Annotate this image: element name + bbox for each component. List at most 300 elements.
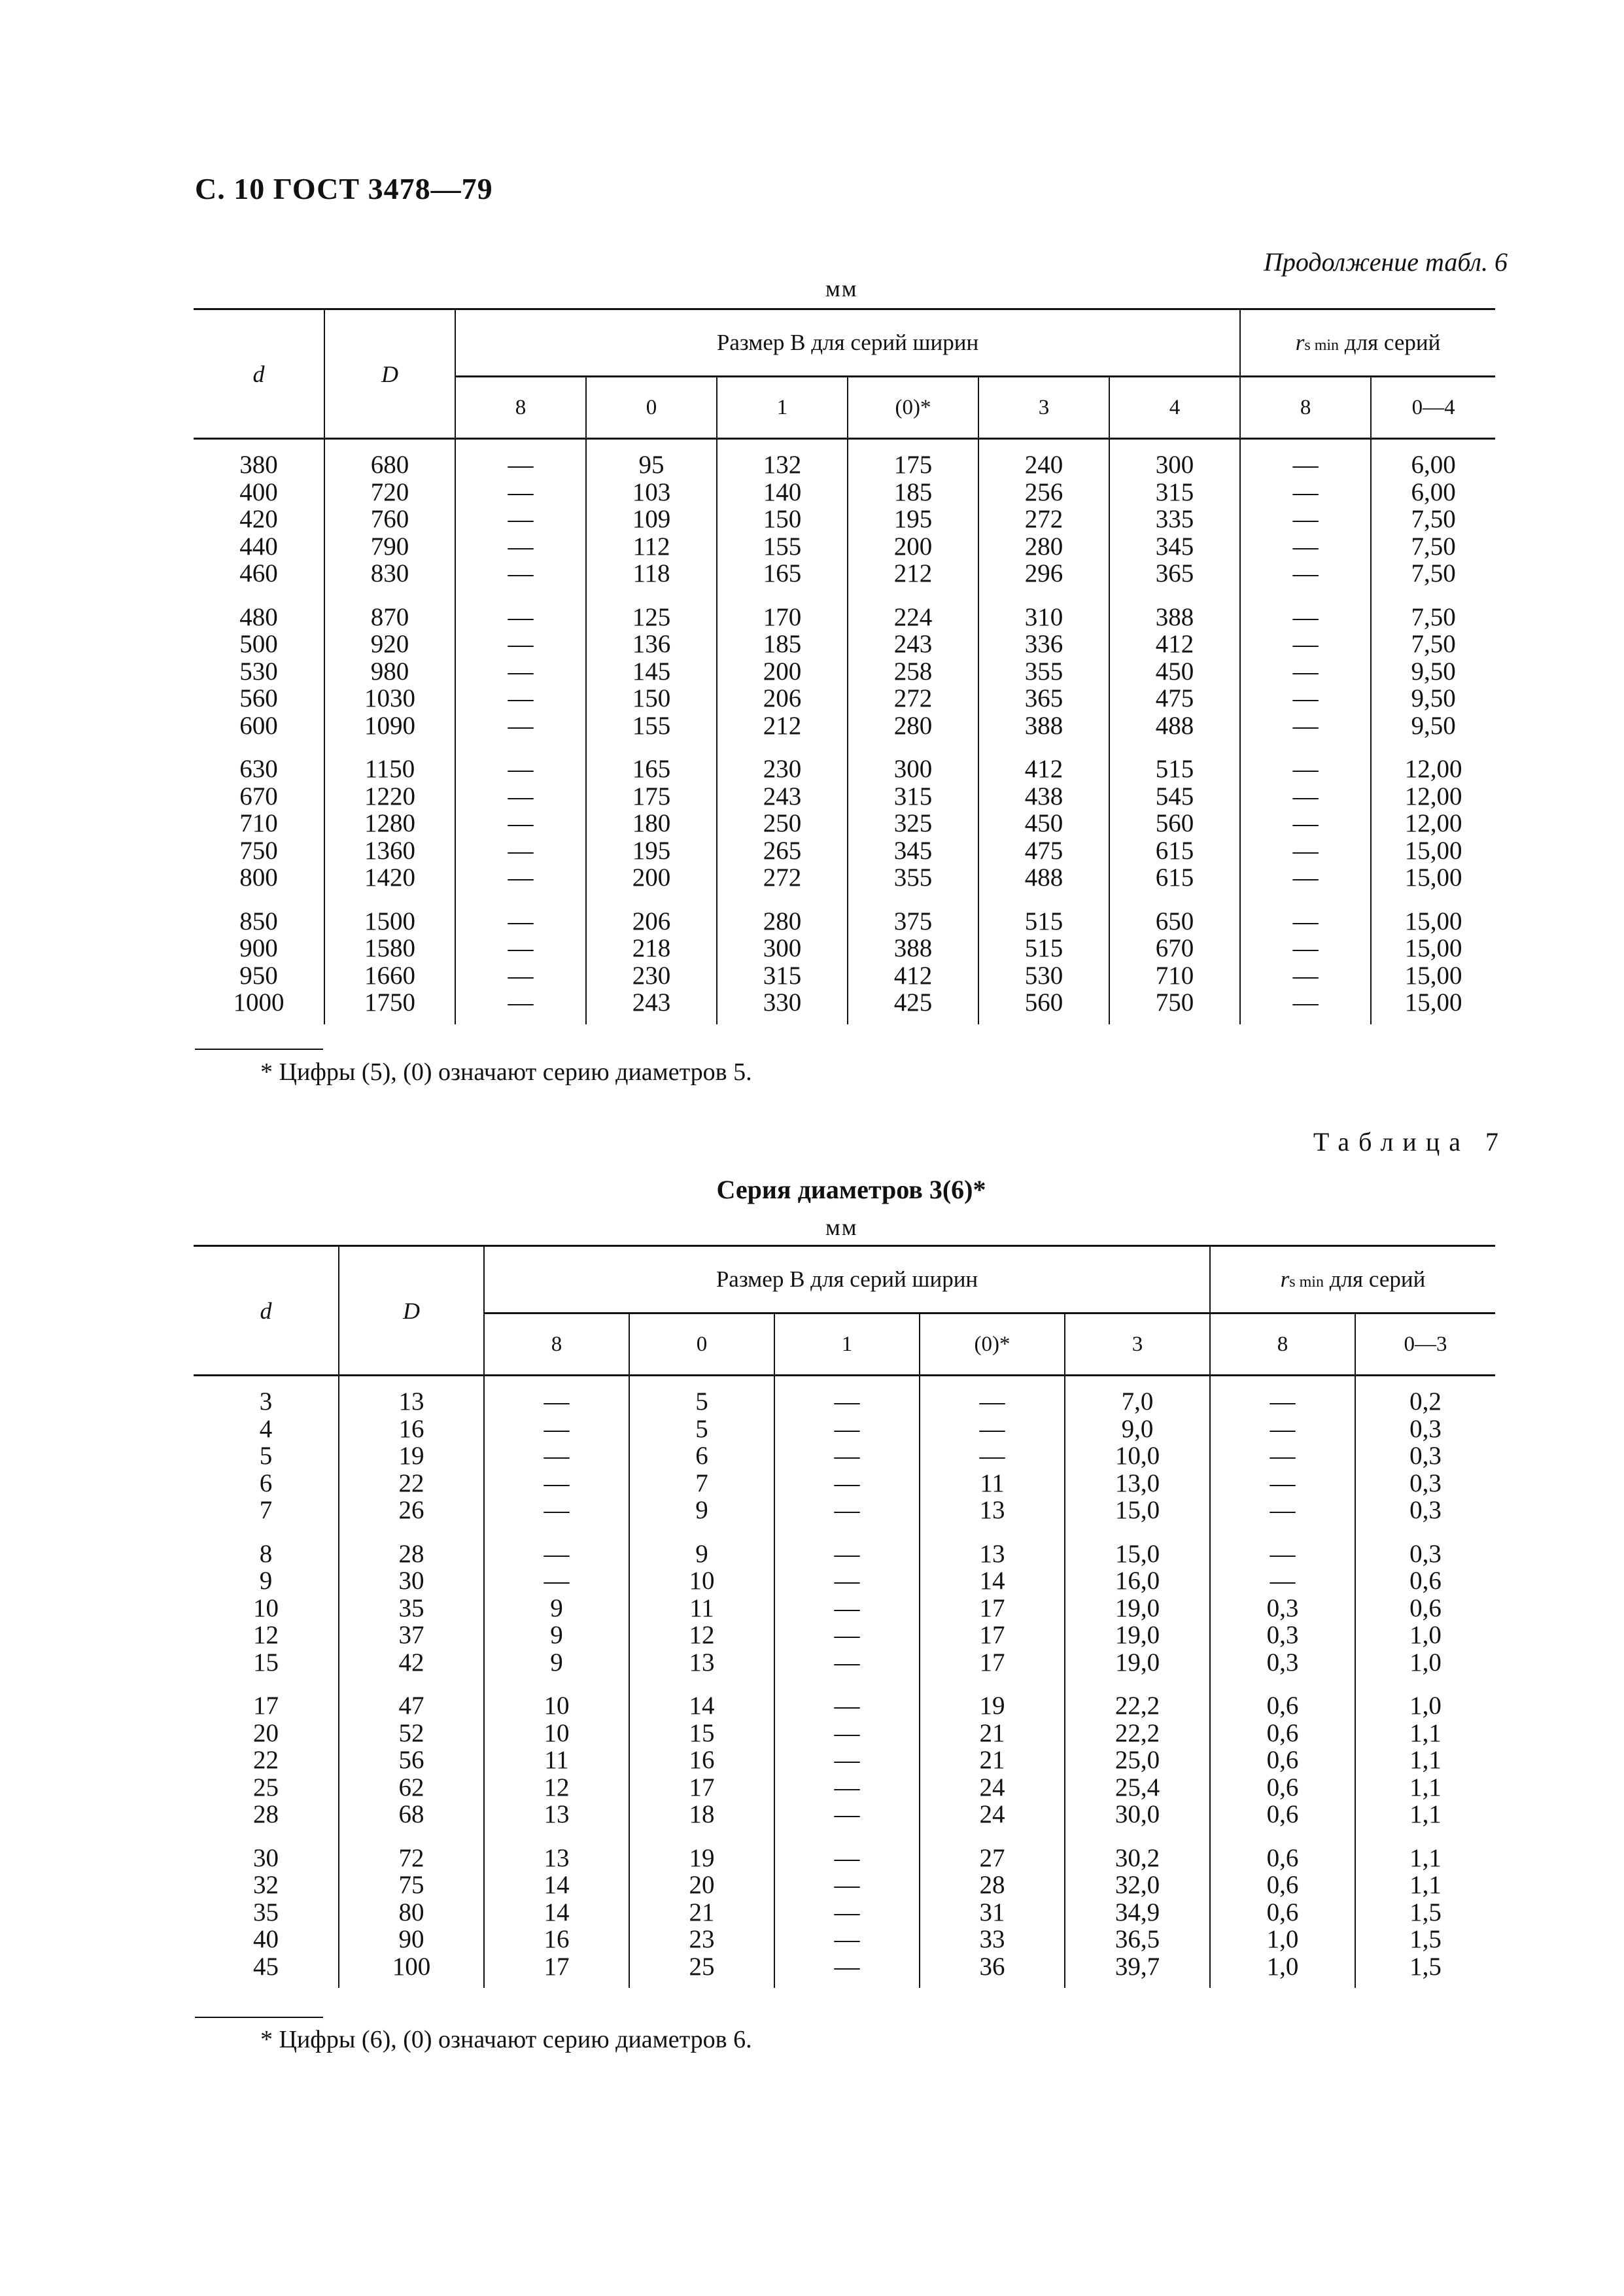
header-d: d (194, 309, 324, 439)
table-cell: — (1240, 892, 1371, 935)
table-cell: 8 (259, 1539, 273, 1568)
table-cell: 12,00 (1371, 783, 1495, 810)
table-row (194, 533, 1495, 561)
table-cell: — (1240, 810, 1371, 837)
table-cell: 515 (978, 892, 1109, 935)
table-cell: — (455, 989, 586, 1024)
table-cell: 0,6 (1210, 1774, 1355, 1801)
table-row (194, 1747, 1495, 1774)
table-cell: 1090 (324, 712, 455, 740)
table-cell: 13,0 (1065, 1470, 1210, 1497)
table-cell: 345 (1109, 533, 1240, 561)
table-cell: — (774, 1376, 920, 1416)
table-cell: 19 (920, 1676, 1065, 1720)
table-cell: 296 (978, 560, 1109, 587)
table-cell: 0,3 (1210, 1622, 1355, 1649)
table-cell: — (1240, 533, 1371, 561)
table-cell: — (455, 783, 586, 810)
table-cell: 9 (259, 1567, 273, 1595)
table-cell: 10 (484, 1676, 629, 1720)
table-cell: — (774, 1828, 920, 1872)
table-cell: 145 (586, 658, 717, 686)
table-cell: 12 (484, 1774, 629, 1801)
table-cell: 6 (259, 1469, 273, 1497)
table-cell: 365 (978, 685, 1109, 712)
page-header: С. 10 ГОСТ 3478—79 (195, 172, 493, 205)
table-cell: — (455, 962, 586, 990)
table-cell: 0,6 (1210, 1676, 1355, 1720)
table-cell: 9 (484, 1649, 629, 1677)
table-cell: 7,50 (1371, 587, 1495, 631)
table-cell: 750 (239, 836, 278, 865)
table-cell: 32,0 (1065, 1871, 1210, 1899)
column-header: 8 (1240, 377, 1371, 439)
table-cell: 9,50 (1371, 658, 1495, 686)
r-symbol: r (1295, 330, 1305, 355)
table-cell: 5 (629, 1416, 774, 1443)
table6-unit: мм (825, 275, 858, 302)
table-cell: 1,5 (1355, 1899, 1495, 1926)
table-cell: 3 (259, 1387, 273, 1416)
table-cell: — (484, 1567, 629, 1595)
table-cell: 24 (920, 1774, 1065, 1801)
table-cell: 33 (920, 1926, 1065, 1953)
table-row (194, 837, 1495, 865)
table-cell: 280 (978, 533, 1109, 561)
table-cell: 11 (920, 1470, 1065, 1497)
table-cell: 7,50 (1371, 506, 1495, 533)
table-cell: — (1210, 1416, 1355, 1443)
table-cell: 272 (717, 864, 848, 892)
table-cell: 112 (586, 533, 717, 561)
table-cell: — (1240, 479, 1371, 506)
table-cell: 412 (1109, 631, 1240, 658)
table-cell: 1420 (324, 864, 455, 892)
table-cell: 10 (484, 1720, 629, 1747)
column-header: 0 (586, 377, 717, 439)
table-cell: 400 (239, 478, 278, 506)
table-cell: 17 (920, 1595, 1065, 1622)
table-row (194, 1416, 1495, 1443)
table-cell: 100 (339, 1953, 484, 1989)
table-cell: — (455, 560, 586, 587)
table-cell: 19,0 (1065, 1622, 1210, 1649)
table-cell: — (774, 1497, 920, 1524)
table-cell: 280 (848, 712, 978, 740)
table-cell: — (1240, 560, 1371, 587)
table-cell: 15 (629, 1720, 774, 1747)
table-row (194, 1497, 1495, 1524)
table-cell: 15,00 (1371, 892, 1495, 935)
footnote-rule (195, 2017, 323, 2018)
table-cell: 488 (978, 864, 1109, 892)
table-cell: 13 (484, 1828, 629, 1872)
table-cell: 480 (239, 602, 278, 631)
table-cell: 18 (629, 1801, 774, 1828)
table-cell: — (1240, 658, 1371, 686)
table-row (194, 658, 1495, 686)
table-cell: 7,50 (1371, 533, 1495, 561)
table-cell: — (1240, 739, 1371, 783)
table-cell: 185 (848, 479, 978, 506)
table-cell: 1000 (233, 988, 285, 1017)
table-cell: 412 (848, 962, 978, 990)
table-cell: — (774, 1442, 920, 1470)
table-cell: 118 (586, 560, 717, 587)
table-cell: 9,50 (1371, 712, 1495, 740)
table-cell: 13 (629, 1649, 774, 1677)
table-cell: 9 (629, 1497, 774, 1524)
table-cell: 670 (1109, 935, 1240, 962)
table-cell: 388 (848, 935, 978, 962)
table-cell: 175 (586, 783, 717, 810)
header-width-series: Размер B для серий ширин (455, 309, 1240, 377)
table-cell: 515 (1109, 739, 1240, 783)
table-cell: 230 (586, 962, 717, 990)
table-cell: 1580 (324, 935, 455, 962)
table-cell: 14 (484, 1899, 629, 1926)
table-cell: 790 (324, 533, 455, 561)
table-cell: 256 (978, 479, 1109, 506)
table-cell: — (455, 439, 586, 479)
table-cell: 15 (253, 1648, 279, 1677)
table-cell: 15,00 (1371, 864, 1495, 892)
table-cell: 310 (978, 587, 1109, 631)
table-cell: 1660 (324, 962, 455, 990)
table-cell: 710 (239, 809, 278, 837)
table-cell: — (774, 1953, 920, 1989)
table-row (194, 1622, 1495, 1649)
column-header: 0—3 (1355, 1313, 1495, 1376)
table-cell: — (455, 810, 586, 837)
table-row (194, 989, 1495, 1024)
table-cell: — (1210, 1567, 1355, 1595)
table-cell: 1030 (324, 685, 455, 712)
table-cell: 13 (339, 1376, 484, 1416)
table-cell: 212 (848, 560, 978, 587)
table-cell: — (920, 1376, 1065, 1416)
table-cell: 10,0 (1065, 1442, 1210, 1470)
table-cell: 7 (259, 1496, 273, 1524)
table-cell: 195 (586, 837, 717, 865)
table-cell: — (1210, 1497, 1355, 1524)
table-cell: 475 (978, 837, 1109, 865)
table-row (194, 1899, 1495, 1926)
table-cell: 0,3 (1355, 1524, 1495, 1568)
table-cell: 17 (920, 1622, 1065, 1649)
table-cell: — (455, 864, 586, 892)
table-cell: 9 (484, 1595, 629, 1622)
table-cell: — (774, 1871, 920, 1899)
table-cell: 30,2 (1065, 1828, 1210, 1872)
table-cell: 1,0 (1210, 1926, 1355, 1953)
table-cell: 950 (239, 961, 278, 990)
table-row (194, 962, 1495, 990)
table-cell: 0,6 (1355, 1567, 1495, 1595)
table-cell: 475 (1109, 685, 1240, 712)
table-cell: — (484, 1470, 629, 1497)
table-cell: 545 (1109, 783, 1240, 810)
table-cell: 1150 (324, 739, 455, 783)
table-cell: 7 (629, 1470, 774, 1497)
table-cell: 450 (978, 810, 1109, 837)
table-cell: — (455, 479, 586, 506)
column-header: (0)* (848, 377, 978, 439)
table-cell: 530 (239, 657, 278, 686)
table-cell: 25 (629, 1953, 774, 1989)
table-cell: 1,1 (1355, 1747, 1495, 1774)
table-cell: — (774, 1622, 920, 1649)
table-cell: 195 (848, 506, 978, 533)
table-cell: 600 (239, 711, 278, 740)
table-cell: 22 (253, 1746, 279, 1774)
table-cell: 62 (339, 1774, 484, 1801)
table-cell: 13 (484, 1801, 629, 1828)
table-cell: 218 (586, 935, 717, 962)
table-cell: 14 (920, 1567, 1065, 1595)
table-cell: 243 (717, 783, 848, 810)
table-cell: 300 (1109, 439, 1240, 479)
table-cell: — (1240, 989, 1371, 1024)
table-cell: 22,2 (1065, 1676, 1210, 1720)
table-cell: 0,6 (1210, 1899, 1355, 1926)
table-cell: 56 (339, 1747, 484, 1774)
table-cell: — (484, 1442, 629, 1470)
table-cell: 80 (339, 1899, 484, 1926)
r-suffix: для серий (1339, 330, 1441, 355)
table-row (194, 1524, 1495, 1568)
table-cell: — (1240, 837, 1371, 865)
table-cell: 5 (259, 1442, 273, 1470)
table-cell: 14 (629, 1676, 774, 1720)
table-cell: — (1240, 685, 1371, 712)
table-cell: 15,00 (1371, 837, 1495, 865)
table-cell: 1,1 (1355, 1828, 1495, 1872)
table-cell: 425 (848, 989, 978, 1024)
table-cell: 17 (920, 1649, 1065, 1677)
table-cell: 1,0 (1355, 1649, 1495, 1677)
table-cell: — (1240, 506, 1371, 533)
table-cell: 488 (1109, 712, 1240, 740)
table-cell: 4 (259, 1414, 273, 1443)
r-suffix: для серий (1323, 1266, 1426, 1292)
table-cell: 21 (920, 1747, 1065, 1774)
r-symbol: r (1280, 1266, 1290, 1292)
table-cell: 11 (484, 1747, 629, 1774)
column-header: (0)* (920, 1313, 1065, 1376)
column-header: 8 (484, 1313, 629, 1376)
table-cell: 155 (586, 712, 717, 740)
table-row (194, 1774, 1495, 1801)
table-cell: — (774, 1774, 920, 1801)
table-cell: — (455, 533, 586, 561)
r-subscript: s min (1289, 1274, 1324, 1291)
table-cell: 140 (717, 479, 848, 506)
table7-label: Таблица 7 (1313, 1127, 1508, 1157)
table-cell: 1280 (324, 810, 455, 837)
table-cell: 265 (717, 837, 848, 865)
table-cell: 450 (1109, 658, 1240, 686)
table-cell: 185 (717, 631, 848, 658)
table-cell: — (455, 935, 586, 962)
table-cell: 136 (586, 631, 717, 658)
table-cell: 23 (629, 1926, 774, 1953)
table-cell: 16 (629, 1747, 774, 1774)
table-cell: 336 (978, 631, 1109, 658)
table-row (194, 1720, 1495, 1747)
table-cell: 388 (978, 712, 1109, 740)
table-cell: 720 (324, 479, 455, 506)
table-6 (194, 308, 1495, 1024)
table-cell: 1,0 (1210, 1953, 1355, 1989)
table-cell: 1,0 (1355, 1622, 1495, 1649)
table-cell: 0,3 (1210, 1595, 1355, 1622)
table-cell: 0,3 (1355, 1442, 1495, 1470)
table-row (194, 810, 1495, 837)
table-cell: — (455, 658, 586, 686)
table-cell: 20 (629, 1871, 774, 1899)
table-cell: 300 (848, 739, 978, 783)
table-cell: 25,4 (1065, 1774, 1210, 1801)
table-cell: 165 (586, 739, 717, 783)
table-cell: — (455, 506, 586, 533)
table-cell: — (774, 1470, 920, 1497)
table-cell: — (774, 1747, 920, 1774)
table-cell: 19 (629, 1828, 774, 1872)
table-cell: 37 (339, 1622, 484, 1649)
table-cell: — (774, 1649, 920, 1677)
table-row (194, 1595, 1495, 1622)
table-cell: 165 (717, 560, 848, 587)
table-cell: — (1240, 631, 1371, 658)
table-cell: 224 (848, 587, 978, 631)
table-cell: 28 (253, 1800, 279, 1828)
table-cell: 14 (484, 1871, 629, 1899)
table-cell: 42 (339, 1649, 484, 1677)
table-cell: 6 (629, 1442, 774, 1470)
table-row (194, 506, 1495, 533)
table-cell: 32 (253, 1871, 279, 1899)
table-cell: 13 (920, 1497, 1065, 1524)
table-cell: 420 (239, 505, 278, 533)
table-cell: 1,5 (1355, 1926, 1495, 1953)
table-cell: — (1240, 864, 1371, 892)
table-cell: 1,0 (1355, 1676, 1495, 1720)
table-cell: — (774, 1899, 920, 1926)
table-cell: 980 (324, 658, 455, 686)
table-cell: 170 (717, 587, 848, 631)
table-cell: 0,3 (1355, 1416, 1495, 1443)
table-cell: 12,00 (1371, 810, 1495, 837)
table-cell: — (484, 1376, 629, 1416)
table-cell: 12 (253, 1621, 279, 1649)
table-cell: 460 (239, 559, 278, 587)
table-cell: — (774, 1595, 920, 1622)
table-cell: 1,5 (1355, 1953, 1495, 1989)
table-cell: 19,0 (1065, 1649, 1210, 1677)
table-cell: — (920, 1416, 1065, 1443)
table-cell: 6,00 (1371, 479, 1495, 506)
table-cell: 17 (484, 1953, 629, 1989)
table-cell: 315 (1109, 479, 1240, 506)
table-cell: 103 (586, 479, 717, 506)
table-cell: 35 (253, 1898, 279, 1926)
table-cell: 30 (339, 1567, 484, 1595)
table-cell: 27 (920, 1828, 1065, 1872)
table-cell: 870 (324, 587, 455, 631)
table-cell: 615 (1109, 837, 1240, 865)
table-cell: 180 (586, 810, 717, 837)
table-cell: 670 (239, 782, 278, 810)
table-cell: 206 (586, 892, 717, 935)
table-cell: 125 (586, 587, 717, 631)
table-cell: 920 (324, 631, 455, 658)
table-cell: 12 (629, 1622, 774, 1649)
table-cell: — (1240, 935, 1371, 962)
table-cell: 335 (1109, 506, 1240, 533)
table-cell: 200 (717, 658, 848, 686)
r-subscript: s min (1304, 337, 1339, 354)
table-cell: 315 (848, 783, 978, 810)
table-cell: 345 (848, 837, 978, 865)
table-row (194, 739, 1495, 783)
table-cell: 1220 (324, 783, 455, 810)
table-cell: 560 (239, 684, 278, 712)
table-cell: 206 (717, 685, 848, 712)
table-cell: 200 (848, 533, 978, 561)
table-cell: 240 (978, 439, 1109, 479)
table-cell: 1360 (324, 837, 455, 865)
table-cell: 515 (978, 935, 1109, 962)
table-cell: 25 (253, 1773, 279, 1801)
table-cell: 45 (253, 1952, 279, 1981)
table-cell: 22,2 (1065, 1720, 1210, 1747)
table-cell: 9,0 (1065, 1416, 1210, 1443)
table-cell: — (484, 1416, 629, 1443)
table-cell: 315 (717, 962, 848, 990)
table-cell: — (455, 587, 586, 631)
table-cell: 150 (717, 506, 848, 533)
table6-footnote: * Цифры (5), (0) означают серию диаметров 5. (260, 1058, 752, 1086)
table-cell: 1,1 (1355, 1801, 1495, 1828)
table7-unit: мм (825, 1214, 858, 1240)
table-7 (194, 1245, 1495, 1988)
table-cell: 12,00 (1371, 739, 1495, 783)
header-D: D (324, 309, 455, 439)
table-cell: — (774, 1676, 920, 1720)
table-cell: 300 (717, 935, 848, 962)
table-cell: — (1240, 783, 1371, 810)
table-cell: 650 (1109, 892, 1240, 935)
table-cell: 0,6 (1210, 1871, 1355, 1899)
table-cell: 30,0 (1065, 1801, 1210, 1828)
table-cell: 0,6 (1210, 1828, 1355, 1872)
table-row (194, 685, 1495, 712)
table-row (194, 587, 1495, 631)
table7-caption: Серия диаметров 3(6)* (716, 1175, 986, 1204)
table-cell: 355 (848, 864, 978, 892)
table-cell: 258 (848, 658, 978, 686)
table-cell: 15,0 (1065, 1524, 1210, 1568)
table-row (194, 1926, 1495, 1953)
table-cell: 0,2 (1355, 1376, 1495, 1416)
table-cell: 710 (1109, 962, 1240, 990)
table-row (194, 560, 1495, 587)
table-cell: 7,0 (1065, 1376, 1210, 1416)
table-cell: — (1240, 962, 1371, 990)
table-cell: 26 (339, 1497, 484, 1524)
table-cell: 0,3 (1355, 1497, 1495, 1524)
